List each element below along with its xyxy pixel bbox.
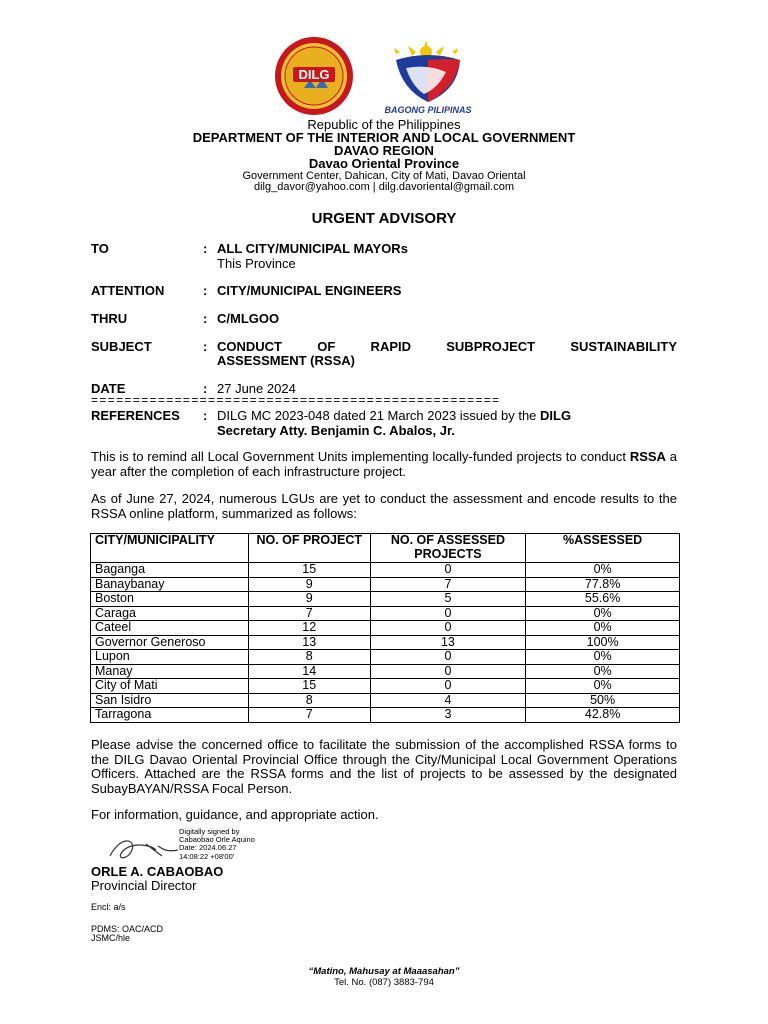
- footer-motto: “Matino, Mahusay at Maaasahan”: [308, 966, 460, 977]
- para1-text-a: This is to remind all Local Government Units implementing locally-funded projects to conduct: [91, 449, 626, 464]
- table-row: [91, 621, 680, 636]
- subject-value-line2: ASSESSMENT (RSSA): [217, 353, 355, 368]
- to-colon: :: [203, 241, 208, 256]
- date-value: 27 June 2024: [217, 381, 296, 396]
- header-no-of-project: NO. OF PROJECT: [248, 534, 370, 563]
- cell-projects: 7: [248, 606, 370, 621]
- references-label: REFERENCES: [91, 408, 180, 423]
- signatory-position: Provincial Director: [91, 878, 197, 893]
- cell-lgu: San Isidro: [91, 693, 249, 708]
- svg-text:BAGONG PILIPINAS: BAGONG PILIPINAS: [384, 105, 472, 115]
- paragraph-closing: For information, guidance, and appropriate action.: [91, 807, 379, 822]
- cell-assessed: 13: [370, 635, 526, 650]
- cell-lgu: Caraga: [91, 606, 249, 621]
- cell-lgu: Lupon: [91, 650, 249, 665]
- table-row: [91, 563, 680, 578]
- header-emails: dilg_davor@yahoo.com | dilg.davoriental@gmail.com: [254, 181, 514, 193]
- table-row: [91, 592, 680, 607]
- subject-value-line1: CONDUCT OF RAPID SUBPROJECT SUSTAINABILITY: [217, 339, 677, 354]
- thru-colon: :: [203, 311, 208, 326]
- cell-lgu: Tarragona: [91, 708, 249, 723]
- table-row: [91, 693, 680, 708]
- cell-assessed: 5: [370, 592, 526, 607]
- advisory-title: URGENT ADVISORY: [311, 210, 457, 227]
- cell-assessed: 0: [370, 606, 526, 621]
- cell-projects: 14: [248, 664, 370, 679]
- cell-projects: 8: [248, 693, 370, 708]
- references-value: [217, 408, 677, 423]
- cell-percent: 50%: [526, 693, 680, 708]
- cell-percent: 0%: [526, 563, 680, 578]
- cell-lgu: Governor Generoso: [91, 635, 249, 650]
- cell-assessed: 4: [370, 693, 526, 708]
- cell-percent: 42.8%: [526, 708, 680, 723]
- cell-projects: 8: [248, 650, 370, 665]
- signatory-name: ORLE A. CABAOBAO: [91, 864, 224, 879]
- to-subvalue: This Province: [217, 256, 296, 271]
- header-province: Davao Oriental Province: [308, 156, 460, 171]
- cell-projects: 15: [248, 563, 370, 578]
- table-row: [91, 679, 680, 694]
- cell-percent: 100%: [526, 635, 680, 650]
- header-address: Government Center, Dahican, City of Mati, Davao Oriental: [242, 170, 526, 182]
- footer-telephone: Tel. No. (087) 3883-794: [334, 977, 434, 988]
- attention-label: ATTENTION: [91, 283, 165, 298]
- cell-lgu: Manay: [91, 664, 249, 679]
- para1-bold-rssa: RSSA: [629, 449, 666, 464]
- cell-assessed: 0: [370, 563, 526, 578]
- references-bold-dilg: DILG: [540, 408, 572, 423]
- header-city-municipality: CITY/MUNICIPALITY: [91, 534, 249, 563]
- cell-percent: 0%: [526, 621, 680, 636]
- table-row: [91, 606, 680, 621]
- cell-assessed: 0: [370, 621, 526, 636]
- cell-projects: 9: [248, 592, 370, 607]
- thru-label: THRU: [91, 311, 128, 326]
- references-secretary: Secretary Atty. Benjamin C. Abalos, Jr.: [217, 423, 455, 438]
- para1-text-b: a year after the completion of each infrastructure project.: [91, 449, 677, 479]
- enclosure-note: Encl: a/s: [91, 902, 126, 912]
- references-text: DILG MC 2023-048 dated 21 March 2023 issued by the: [217, 408, 537, 423]
- to-value: ALL CITY/MUNICIPAL MAYORs: [217, 241, 408, 256]
- header-percent-assessed: %ASSESSED: [526, 534, 680, 563]
- subject-colon: :: [203, 339, 208, 354]
- paragraph-instructions: Please advise the concerned office to facilitate the submission of the accomplished RSSA forms to the DILG Davao Oriental Provincial Office through the City/Municipal Local Government Operations Officers. Attached are the RSSA forms and the list of projects to be assessed by the designated SubayBAYAN/RSSA Focal Person.: [91, 737, 677, 796]
- cell-percent: 0%: [526, 664, 680, 679]
- table-row: [91, 664, 680, 679]
- cell-percent: 55.6%: [526, 592, 680, 607]
- table-row: [91, 650, 680, 665]
- digital-time: 14:08:22 +08'00': [179, 851, 235, 861]
- header-region: DAVAO REGION: [334, 143, 434, 158]
- cell-projects: 9: [248, 577, 370, 592]
- cell-projects: 15: [248, 679, 370, 694]
- digital-signed-by: Digitally signed by: [179, 827, 240, 836]
- cell-projects: 12: [248, 621, 370, 636]
- date-label: DATE: [91, 381, 126, 396]
- paragraph-reminder: [91, 450, 677, 479]
- cell-percent: 77.8%: [526, 577, 680, 592]
- paragraph-status: As of June 27, 2024, numerous LGUs are yet to conduct the assessment and encode results to the RSSA online platform, summarized as follows:: [91, 491, 677, 521]
- attention-colon: :: [203, 283, 208, 298]
- cell-percent: 0%: [526, 606, 680, 621]
- table-row: [91, 635, 680, 650]
- table-row: [91, 577, 680, 592]
- cell-assessed: 0: [370, 679, 526, 694]
- table-row: [91, 708, 680, 723]
- pdms-note: PDMS: OAC/ACD: [91, 924, 164, 934]
- references-colon: :: [203, 408, 208, 423]
- cell-lgu: Boston: [91, 592, 249, 607]
- cell-assessed: 7: [370, 577, 526, 592]
- separator-line: =================================================: [91, 394, 501, 406]
- cell-percent: 0%: [526, 650, 680, 665]
- header-department: DEPARTMENT OF THE INTERIOR AND LOCAL GOVERNMENT: [192, 130, 576, 145]
- cell-percent: 0%: [526, 679, 680, 694]
- cell-projects: 7: [248, 708, 370, 723]
- to-label: TO: [91, 241, 109, 256]
- cell-projects: 13: [248, 635, 370, 650]
- svg-text:DILG: DILG: [298, 67, 330, 82]
- cell-assessed: 0: [370, 650, 526, 665]
- digital-signer-name: Cabaobao Orle Aquino: [179, 835, 255, 845]
- cell-lgu: Baganga: [91, 563, 249, 578]
- thru-value: C/MLGOO: [217, 311, 280, 326]
- cell-lgu: Banaybanay: [91, 577, 249, 592]
- header-no-of-assessed: NO. OF ASSESSED PROJECTS: [370, 534, 526, 563]
- dilg-logo: [274, 36, 354, 116]
- cell-assessed: 0: [370, 664, 526, 679]
- attention-value: CITY/MUNICIPAL ENGINEERS: [217, 283, 402, 298]
- digital-signature-block: [179, 828, 255, 861]
- initials-note: JSMC/hle: [91, 933, 131, 943]
- rssa-summary-table: [90, 533, 680, 723]
- table-header-row: [91, 534, 680, 563]
- date-colon: :: [203, 381, 208, 396]
- header-republic: Republic of the Philippines: [307, 117, 461, 132]
- digital-date: Date: 2024.06.27: [179, 843, 237, 853]
- cell-lgu: Cateel: [91, 621, 249, 636]
- cell-assessed: 3: [370, 708, 526, 723]
- cell-lgu: City of Mati: [91, 679, 249, 694]
- subject-label: SUBJECT: [91, 339, 152, 354]
- bagong-pilipinas-logo: [384, 38, 474, 116]
